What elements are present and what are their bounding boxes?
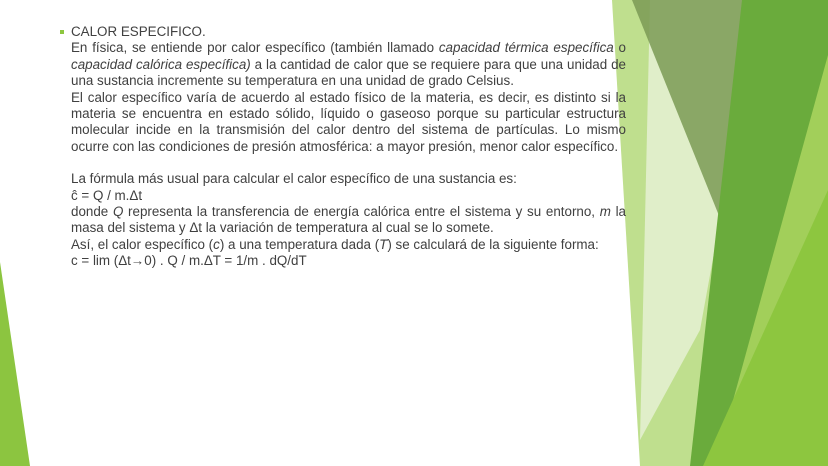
text-span: a la cantidad de calor que se requiere para que una unidad de una sustancia incremente su temperatura en una unidad de grado Celsius. <box>71 56 626 89</box>
slide-content <box>71 24 626 270</box>
italic-var: T <box>379 236 388 252</box>
paragraph-definition <box>71 40 626 89</box>
italic-term: capacidad calórica específica) <box>71 56 251 72</box>
italic-term: capacidad térmica específica <box>438 40 614 56</box>
slide-title: CALOR ESPECIFICO. <box>71 24 206 39</box>
italic-var: m <box>599 204 611 220</box>
paragraph-variation: El calor específico varía de acuerdo al estado físico de la materia, es decir, es distinto si la materia se encuentra en estado sólido, líquido o gaseoso porque su particular estructura molecular incide en la transmisión del calor dentro del sistema de partículas. Lo mismo ocurre con las condiciones de presión atmosférica: a mayor presión, menor calor específico. <box>71 89 626 154</box>
paragraph-variables <box>71 204 626 237</box>
bullet-marker <box>60 30 64 34</box>
text-span: Así, el calor específico ( <box>71 236 214 252</box>
formula-limit: c = lim (Δt→0) . Q / m.ΔT = 1/m . dQ/dT <box>71 253 307 269</box>
text-span: o <box>613 40 626 56</box>
italic-var: Q <box>112 204 124 220</box>
paragraph-limit-intro <box>71 237 626 253</box>
formula-mean: ĉ = Q / m.Δt <box>71 187 143 203</box>
spacer <box>71 155 626 171</box>
text-span: En física, se entiende por calor específico (también llamado <box>71 40 439 56</box>
italic-var: c <box>213 236 220 252</box>
text-span: representa la transferencia de energía calórica entre el sistema y su entorno, <box>123 204 600 220</box>
deco-left-sliver <box>0 262 30 466</box>
text-span: ) se calculará de la siguiente forma: <box>387 236 599 252</box>
paragraph-formula-intro: La fórmula más usual para calcular el calor específico de una sustancia es: <box>71 171 517 187</box>
text-span: la masa del sistema y Δt la variación de temperatura al cual se lo somete. <box>71 204 626 236</box>
text-span: ) a una temperatura dada ( <box>219 236 380 252</box>
text-span: donde <box>71 204 113 220</box>
